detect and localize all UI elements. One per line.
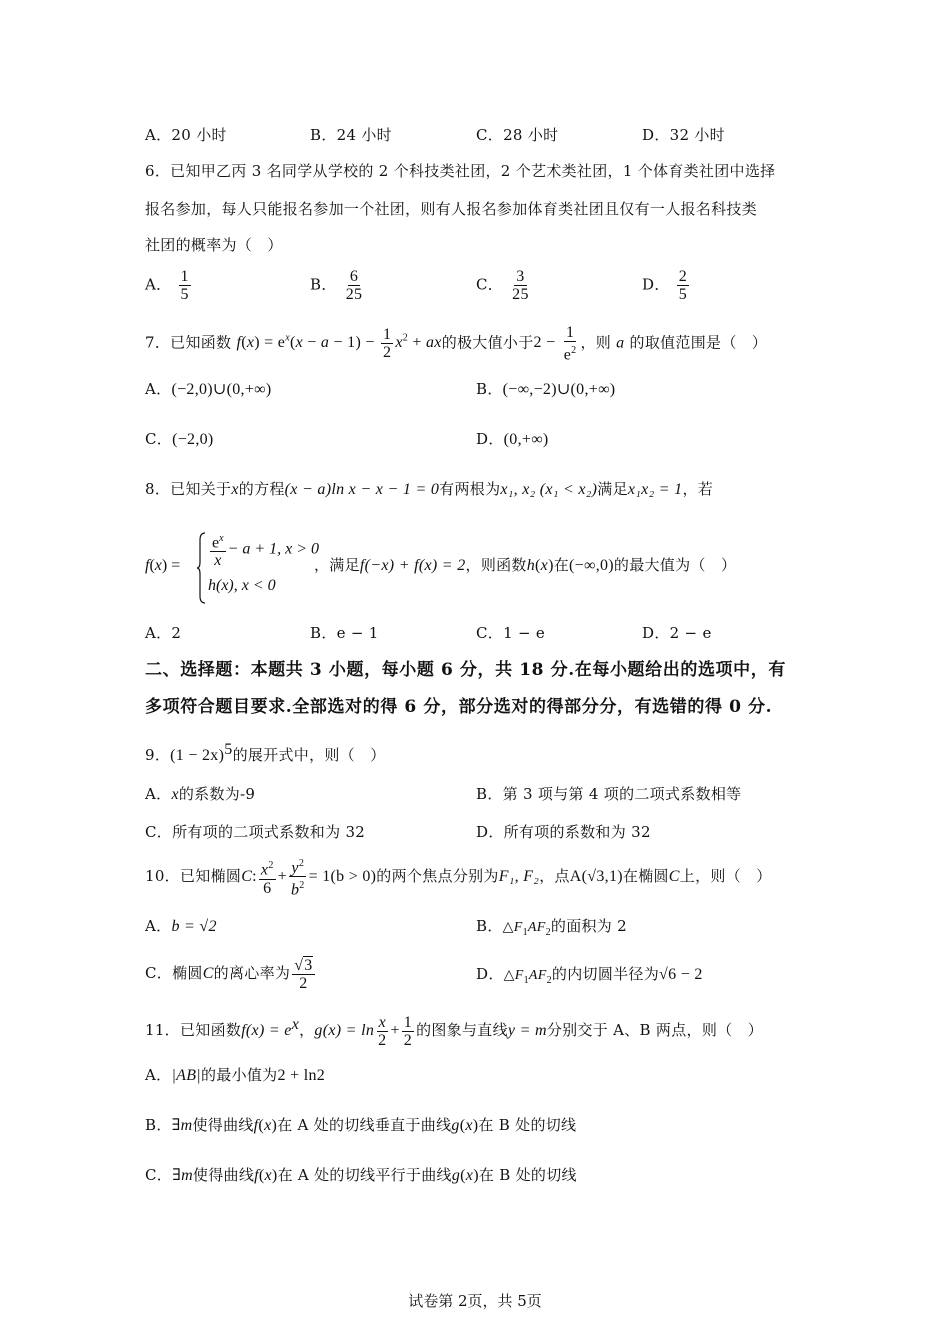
q10-mid-2: ，点	[539, 866, 570, 885]
q11-option-a[interactable]	[145, 1064, 325, 1085]
page-footer: 试卷第 2页，共 5页	[408, 1292, 542, 1310]
q9-option-b[interactable]: B．第 3 项与第 4 项的二项式系数相等	[476, 785, 742, 803]
q11-option-b[interactable]: B．∃m使得曲线f(x)在 A 处的切线垂直于曲线g(x)在 B 处的切线	[145, 1116, 577, 1134]
option-label: A．	[145, 1066, 172, 1084]
option-text: 椭圆	[172, 964, 203, 982]
option-label: A．	[145, 380, 172, 398]
option-label: C．	[145, 964, 173, 982]
q10-foci: F₁, F₂	[498, 867, 540, 885]
option-label: C．	[476, 275, 504, 294]
q8-text-h: 的最大值为（ ）	[613, 556, 737, 574]
q8-text-f: ，则函数	[465, 556, 527, 574]
q11-line: y = m	[507, 1022, 547, 1039]
q8-equation: (x − a)ln x − x − 1 = 0	[284, 481, 440, 498]
q8-text-d: ，若	[682, 480, 714, 498]
q8-piecewise-brace	[196, 532, 206, 604]
section-2-heading-line-2: 多项符合题目要求.全部选对的得 6 分，部分选对的得部分分，有选错的得 0 分.	[145, 697, 773, 717]
option-text-2: 在 A 处的切线平行于曲线	[277, 1166, 452, 1184]
q7-option-c[interactable]	[145, 428, 214, 449]
q11-stem: 11．已知函数$f(x) = e^x$，g(x) = ln $\frac{x}{2}$ + $\frac{1}{2}$ 的图象与直线y = m分别交于 A、B 两点，则（ ）	[145, 1013, 764, 1049]
q5-option-c[interactable]: C．28 小时	[476, 126, 559, 144]
q7-function: $f(x) = e^x(x - a - 1)$ − $\frac{1}{2}$ $x^2$ + ax	[236, 326, 442, 362]
q8-text-c: 满足	[597, 480, 628, 498]
option-math: √6 − 2	[659, 966, 703, 983]
q7-bound: 2 − $\frac{1}{e^2}$	[533, 324, 577, 364]
q8-line-1: 8．已知关于x的方程(x − a)ln x − x − 1 = 0有两根为x₁, x₂ (x₁ < x₂)满足x₁x₂ = 1，若	[145, 480, 714, 498]
fraction-denominator: 25	[345, 286, 363, 303]
q7-mid: 的极大值小于	[441, 333, 534, 352]
q6-option-d[interactable]	[642, 268, 691, 303]
q10-stem: 10．已知椭圆C: $\frac{x^2}{6}$ + $\frac{y^2}{b^2}$ = 1(b > 0)的两个焦点分别为F₁, F₂，点A(√3,1)在椭圆C上，则（ ）	[145, 855, 772, 899]
q8-text-g: 在	[553, 556, 570, 574]
option-text-2: 的离心率为	[213, 964, 291, 982]
q11-sep: ，	[299, 1021, 315, 1039]
option-text: 使得曲线	[192, 1116, 254, 1134]
option-text-2: 在 A 处的切线垂直于曲线	[277, 1116, 452, 1134]
q8-roots: x₁, x₂ (x₁ < x₂)	[500, 481, 598, 498]
fraction-denominator: 5	[678, 286, 688, 303]
option-label: A．	[145, 917, 172, 935]
q9-suffix: 的展开式中，则（ ）	[232, 746, 386, 764]
q9-option-a[interactable]: A．x的系数为-9	[145, 785, 256, 803]
q9-option-c[interactable]: C．所有项的二项式系数和为 32	[145, 823, 366, 841]
q10-prefix: 10．已知椭圆	[145, 866, 242, 885]
q8-f-label: f(x) =	[145, 557, 181, 574]
fraction-numerator: 6	[349, 268, 359, 285]
q8-product: x₁x₂ = 1	[627, 481, 683, 498]
q6-line-3: 社团的概率为（ ）	[145, 236, 283, 254]
option-value: 2 + ln2	[277, 1067, 326, 1084]
q10-point: A(√3,1)	[569, 867, 623, 885]
q7-option-d[interactable]	[476, 428, 549, 449]
q10-option-a[interactable]	[145, 915, 217, 936]
q7-suffix: ，则	[580, 333, 612, 352]
option-math: (−2,0)	[172, 431, 214, 448]
fraction-denominator: 5	[180, 286, 189, 303]
q6-line-2: 报名参加，每人只能报名参加一个社团，则有人报名参加体育类社团且仅有一人报名科技类	[145, 200, 758, 218]
q8-text-b: 有两根为	[439, 480, 501, 498]
q7-prefix: 7．已知函数	[145, 333, 232, 352]
q7-option-a[interactable]	[145, 378, 272, 399]
q11-g: g(x) = ln	[314, 1022, 375, 1039]
option-math: (0,+∞)	[503, 431, 549, 448]
q11-f: f(x) = e	[241, 1022, 292, 1039]
q8-option-b[interactable]: B．e − 1	[310, 624, 379, 642]
option-text-3: 在 B 处的切线	[478, 1166, 577, 1184]
option-label: D．	[476, 430, 504, 448]
q7-stem	[145, 322, 767, 363]
q8-condition: f(−x) + f(x) = 2	[359, 557, 466, 574]
q6-option-a[interactable]	[145, 268, 193, 303]
q10-condition: = 1(b > 0)	[308, 867, 377, 885]
option-text: 使得曲线	[192, 1166, 255, 1184]
q11-mid: 的图象与直线	[416, 1021, 508, 1039]
q11-option-c[interactable]: C．∃m使得曲线f(x)在 A 处的切线平行于曲线g(x)在 B 处的切线	[145, 1166, 577, 1184]
q8-option-c[interactable]: C．1 − e	[476, 624, 546, 642]
q8-option-a[interactable]: A．2	[145, 624, 182, 642]
q11-prefix: 11．已知函数	[145, 1021, 242, 1039]
q8-line-2: ，满足f(−x) + f(x) = 2，则函数h(x)在(−∞,0)的最大值为（ ）	[314, 556, 737, 574]
option-text: 的最小值为	[200, 1066, 278, 1084]
q10-end: 上，则（ ）	[679, 866, 772, 885]
option-label: A．	[145, 275, 172, 294]
option-label: D．	[476, 965, 504, 983]
q10-option-c[interactable]: C．椭圆C的离心率为 $\frac{√3}{2}$	[145, 956, 313, 992]
q5-option-d[interactable]: D．32 小时	[642, 126, 725, 144]
option-text: 的系数为-9	[178, 785, 256, 803]
option-math: |AB|	[171, 1067, 201, 1084]
q10-option-b[interactable]: B．$\triangle F_1AF_2$的面积为 2	[476, 917, 628, 938]
q8-case-2: h(x), x < 0	[208, 577, 276, 594]
option-math: b = √2	[171, 918, 217, 935]
option-label: B．	[476, 380, 503, 398]
q9-option-d[interactable]: D．所有项的系数和为 32	[476, 823, 651, 841]
q6-line-1: 6．已知甲乙丙 3 名同学从学校的 2 个科技类社团，2 个艺术类社团，1 个体育类社团中选择	[145, 162, 776, 180]
option-math: (−∞,−2)∪(0,+∞)	[502, 381, 616, 398]
option-label: C．	[145, 1166, 173, 1184]
section-2-heading-line-1: 二、选择题：本题共 3 小题，每小题 6 分，共 18 分.在每小题给出的选项中，有	[145, 660, 786, 680]
q7-var: a	[616, 334, 625, 352]
q9-prefix: 9．	[145, 746, 171, 764]
q8-case-1: $\frac{e^x}{x}$ − a + 1, x > 0	[208, 530, 319, 569]
fraction-numerator: 1	[180, 268, 189, 285]
option-label: B．	[310, 275, 337, 294]
option-math: (−2,0)∪(0,+∞)	[171, 381, 272, 398]
q7-option-b[interactable]	[476, 378, 615, 399]
q9-stem	[145, 740, 386, 766]
fraction-numerator: 3	[516, 268, 525, 285]
option-label: B．	[476, 917, 503, 935]
fraction-numerator: 2	[678, 268, 688, 285]
q10-option-d[interactable]: D．$\triangle F_1AF_2$的内切圆半径为√6 − 2	[476, 965, 703, 986]
option-label: B．	[145, 1116, 172, 1134]
q6-option-b[interactable]	[310, 268, 366, 303]
q8-case-1-text: − a + 1, x > 0	[227, 540, 320, 558]
option-text: 的面积为 2	[550, 917, 628, 935]
q7-end: 的取值范围是（ ）	[629, 333, 768, 352]
q11-end: 分别交于 A、B 两点，则（ ）	[546, 1021, 764, 1039]
q10-mid: 的两个焦点分别为	[376, 866, 499, 885]
q6-option-c[interactable]	[476, 268, 533, 303]
q8-text-e: ，满足	[314, 556, 360, 574]
fraction-denominator: 25	[512, 286, 529, 303]
option-text-3: 在 B 处的切线	[478, 1116, 577, 1134]
q8-interval: (−∞,0)	[569, 557, 614, 574]
option-label: A．	[145, 785, 172, 803]
q5-option-a[interactable]: A．20 小时	[145, 126, 227, 144]
q8-text-a: 的方程	[238, 480, 285, 498]
option-label: D．	[642, 275, 670, 294]
q5-option-b[interactable]: B．24 小时	[310, 126, 392, 144]
option-text: 的内切圆半径为	[551, 965, 660, 983]
q10-mid-3: 在椭圆	[622, 866, 669, 885]
option-label: C．	[145, 430, 173, 448]
q8-option-d[interactable]: D．2 − e	[642, 624, 712, 642]
q9-expression: (1 − 2x)	[170, 747, 225, 764]
q8-prefix: 8．已知关于	[145, 480, 232, 498]
q9-exponent: 5	[224, 741, 233, 758]
